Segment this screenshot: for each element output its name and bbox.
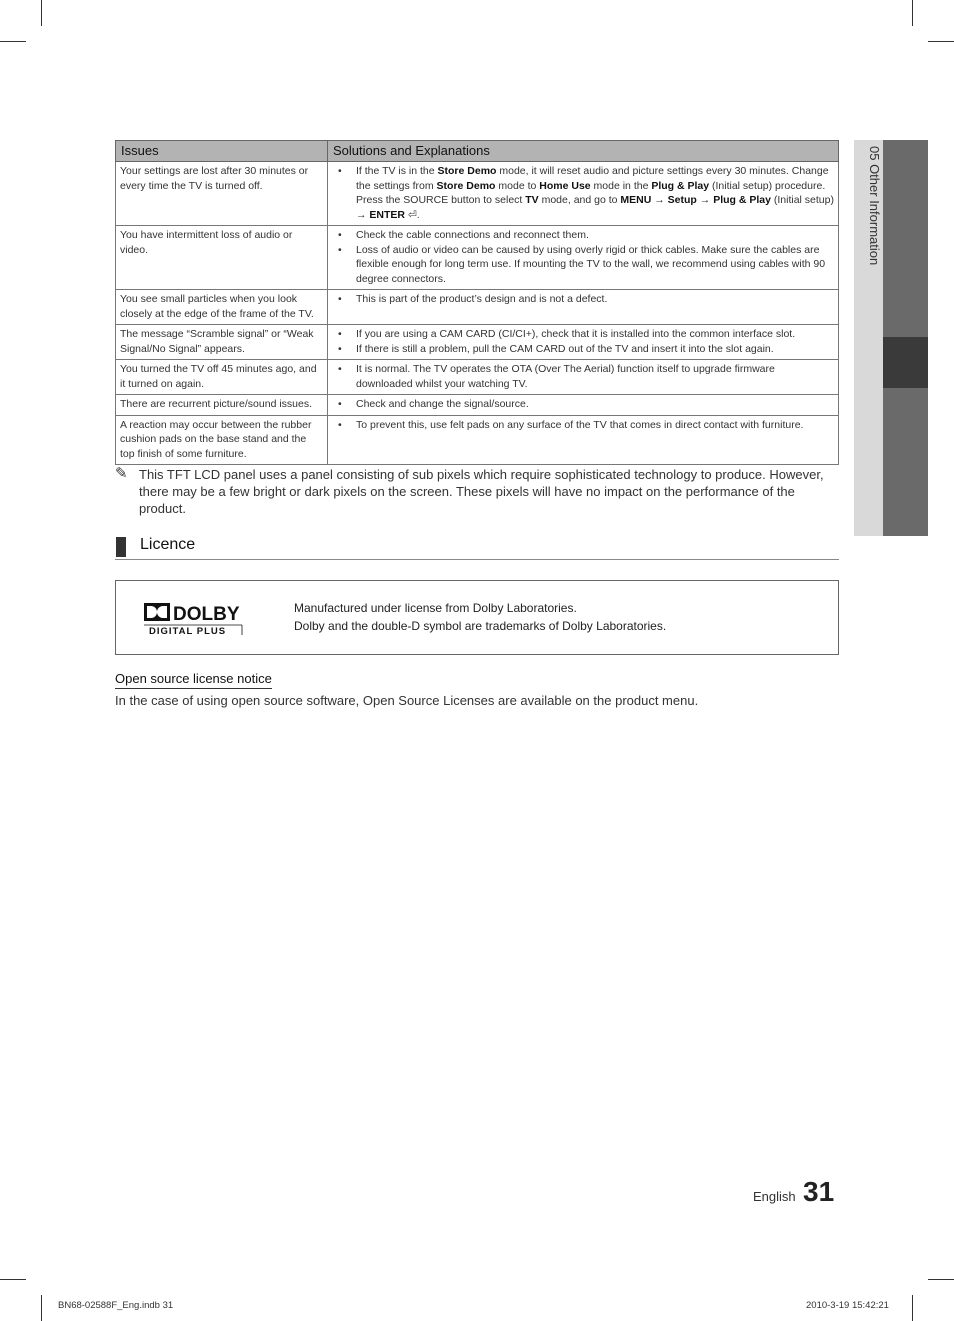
page-number: 31 (803, 1176, 835, 1207)
solution-list (332, 292, 834, 307)
issue-cell: You have intermittent loss of audio or video. (116, 226, 328, 290)
solution-cell (328, 290, 839, 325)
table-row (116, 360, 839, 395)
crop-mark (912, 0, 913, 26)
issue-cell: A reaction may occur between the rubber cushion pads on the base stand and the top finish of some furniture. (116, 415, 328, 465)
section-divider (115, 559, 839, 560)
solutions-column-header: Solutions and Explanations (328, 141, 839, 162)
dolby-licence-box (115, 580, 839, 655)
table-row (116, 162, 839, 226)
solution-item (332, 362, 834, 391)
solution-text: If there is still a problem, pull the CAM CARD out of the TV and insert it into the slot again. (356, 342, 774, 355)
solution-list (332, 228, 834, 286)
open-source-title: Open source license notice (115, 671, 272, 689)
issue-cell: You see small particles when you look closely at the edge of the frame of the TV. (116, 290, 328, 325)
issue-cell: There are recurrent picture/sound issues. (116, 395, 328, 416)
solution-cell (328, 226, 839, 290)
solution-cell (328, 325, 839, 360)
solution-text: mode to (495, 179, 540, 192)
troubleshooting-table (115, 140, 839, 465)
solution-item (332, 342, 834, 357)
solution-text: This is part of the product’s design and is not a defect. (356, 293, 608, 305)
solution-list (332, 397, 834, 412)
solution-text: Check the cable connections and reconnect them. (356, 229, 589, 241)
solution-list (332, 327, 834, 356)
solution-list (332, 362, 834, 391)
imprint-timestamp: 2010-3-19 15:42:21 (806, 1300, 889, 1311)
table-body (116, 162, 839, 465)
double-d-icon (144, 603, 170, 621)
solution-text: TV (525, 194, 539, 206)
solution-text: If you are using a CAM CARD (CI/CI+), check that it is installed into the common interface slot. (356, 328, 796, 340)
issue-cell: The message “Scramble signal” or “Weak Signal/No Signal” appears. (116, 325, 328, 360)
solution-cell (328, 395, 839, 416)
solution-text: ⏎. (405, 208, 420, 221)
solution-item (332, 243, 834, 287)
solution-text: If the TV is in the (356, 165, 438, 177)
note-text: This TFT LCD panel uses a panel consisting of sub pixels which require sophisticated technology to produce. However, there may be a few bright or dark pixels on the screen. These pixels will have no impact on the performance of the product. (139, 467, 824, 516)
solution-text: mode, it will reset audio and picture settings every 30 minutes. Change the settings from (356, 165, 829, 192)
solution-text: Loss of audio or video can be caused by using overly rigid or thick cables. Make sure the cables are flexible enough for long term use. If mounting the TV to the wall, we recommend using cables with 90 degree connectors. (356, 243, 826, 285)
crop-mark (912, 1295, 913, 1321)
crop-mark (928, 41, 954, 42)
solution-cell (328, 360, 839, 395)
solution-text: MENU (620, 194, 652, 206)
imprint-file: BN68-02588F_Eng.indb 31 (58, 1300, 174, 1311)
solution-item (332, 228, 834, 243)
crop-mark (41, 1295, 42, 1321)
table-row (116, 415, 839, 465)
solution-text: ENTER (369, 208, 406, 221)
open-source-text: In the case of using open source software, Open Source Licenses are available on the product menu. (115, 693, 699, 708)
section-marker (116, 537, 126, 557)
solution-text: → (696, 194, 714, 206)
section-title-licence: Licence (140, 536, 196, 553)
table-header-row (116, 141, 839, 162)
licence-text (294, 599, 666, 635)
solution-item (332, 327, 834, 342)
dolby-logo-word: DOLBY (173, 604, 240, 625)
solution-item (332, 292, 834, 307)
solution-text: (Initial setup) procedure. Press the SOURCE button to select (356, 179, 826, 206)
solution-item (332, 418, 834, 433)
solution-text: Store Demo (437, 165, 497, 177)
solution-text: → (651, 194, 668, 206)
solution-item (332, 397, 834, 412)
chapter-tab-marker (883, 337, 928, 388)
solution-text: Plug & Play (651, 179, 710, 192)
crop-mark (41, 0, 42, 26)
solution-list (332, 164, 834, 222)
pencil-note-icon: ✎ (115, 465, 128, 482)
issue-cell: You turned the TV off 45 minutes ago, and it turned on again. (116, 360, 328, 395)
table-row (116, 290, 839, 325)
crop-mark (0, 41, 26, 42)
solution-cell (328, 415, 839, 465)
table-row (116, 226, 839, 290)
licence-line: Manufactured under license from Dolby Laboratories. (294, 601, 577, 615)
solution-text: It is normal. The TV operates the OTA (Over The Aerial) function itself to upgrade firmware downloaded whilst your watching TV. (356, 363, 775, 390)
solution-text: Plug & Play (713, 194, 771, 206)
solution-list (332, 418, 834, 433)
note (115, 466, 839, 517)
crop-mark (928, 1279, 954, 1280)
licence-line: Dolby and the double-D symbol are trademarks of Dolby Laboratories. (294, 619, 667, 633)
issues-column-header: Issues (116, 141, 328, 162)
solution-text: mode in the (590, 179, 652, 192)
solution-text: Home Use (539, 179, 591, 192)
solution-text: Setup (667, 194, 697, 206)
solution-text: mode, and go to (538, 194, 621, 206)
chapter-tab-label: 05 Other Information (867, 146, 882, 266)
solution-text: To prevent this, use felt pads on any surface of the TV that comes in direct contact with furniture. (356, 418, 804, 431)
table-row (116, 325, 839, 360)
solution-cell (328, 162, 839, 226)
solution-text: Check and change the signal/source. (356, 398, 529, 410)
issue-cell: Your settings are lost after 30 minutes or every time the TV is turned off. (116, 162, 328, 226)
table-row (116, 395, 839, 416)
dolby-logo-subtitle: DIGITAL PLUS (149, 626, 227, 637)
footer-language: English (753, 1189, 796, 1204)
solution-item (332, 164, 834, 222)
solution-text: (Initial setup) → (356, 194, 834, 221)
solution-text: Store Demo (436, 179, 496, 192)
dolby-logo (144, 601, 244, 637)
crop-mark (0, 1279, 26, 1280)
